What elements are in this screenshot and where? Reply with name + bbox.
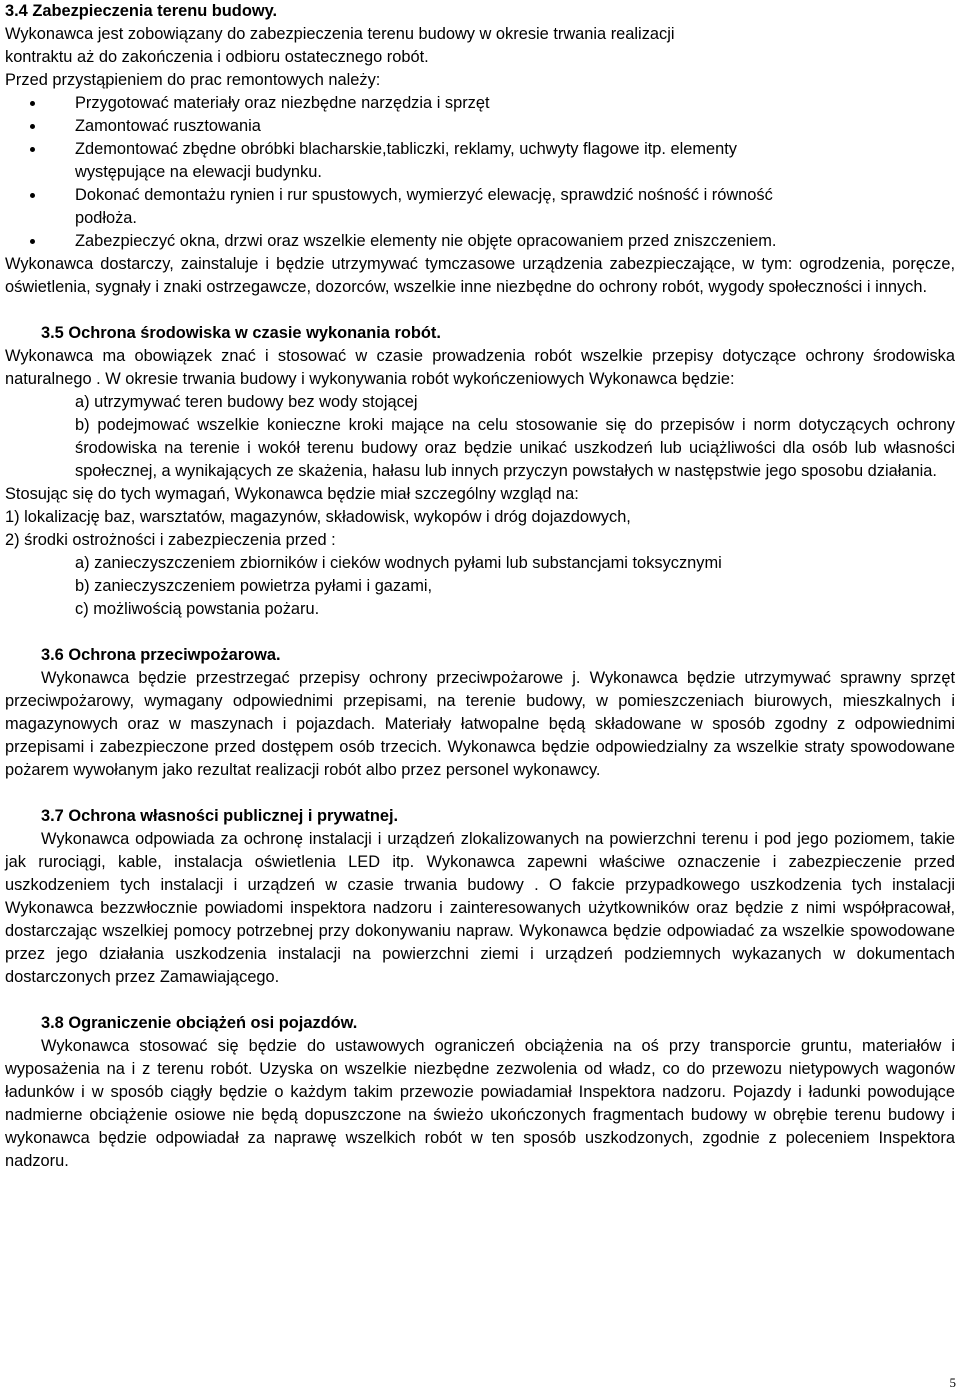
- bullet-icon: [30, 101, 35, 106]
- list-item: a) zanieczyszczeniem zbiorników i cieków wodnych pyłami lub substancjami toksycznymi: [75, 554, 722, 572]
- bullet-list: [5, 92, 955, 253]
- list-item: Zamontować rusztowania: [5, 115, 955, 138]
- bullet-icon: [30, 124, 35, 129]
- list-item: 2) środki ostrożności i zabezpieczenia przed :: [5, 531, 336, 549]
- list-item: Zdemontować zbędne obróbki blacharskie,tabliczki, reklamy, uchwyty flagowe itp. elementy występujące na elewacji budynku.: [5, 138, 955, 184]
- list-item: Przygotować materiały oraz niezbędne narzędzia i sprzęt: [5, 92, 955, 115]
- paragraph: Wykonawca ma obowiązek znać i stosować w czasie prowadzenia robót wszelkie przepisy dotyczące ochrony środowiska naturalnego . W okresie trwania budowy i wykonywania robót wykończeniowych Wykonawca będzie:: [5, 347, 955, 388]
- section-heading-3-8: 3.8 Ograniczenie obciążeń osi pojazdów.: [41, 1014, 358, 1032]
- page-number: 5: [949, 1375, 956, 1390]
- section-heading-3-4: 3.4 Zabezpieczenia terenu budowy.: [5, 2, 278, 20]
- list-item: Dokonać demontażu rynien i rur spustowych, wymierzyć elewację, sprawdzić nośność i równość podłoża.: [5, 184, 955, 230]
- section-heading-3-7: 3.7 Ochrona własności publicznej i prywatnej.: [41, 807, 399, 825]
- list-item: c) możliwością powstania pożaru.: [75, 600, 320, 618]
- list-item: b) zanieczyszczeniem powietrza pyłami i gazami,: [75, 577, 433, 595]
- bullet-icon: [30, 147, 35, 152]
- paragraph: Wykonawca będzie przestrzegać przepisy ochrony przeciwpożarowe j. Wykonawca będzie utrzymywać sprawny sprzęt przeciwpożarowy, wymagany odpowiednimi przepisami, na terenie budowy, w pomieszczeniach biurowych, mieszkalnych i magazynowych oraz w maszynach i pojazdach. Materiały łatwopalne będą składowane w sposób zgodny z odpowiednimi przepisami i zabezpieczone przed dostępem osób trzecich. Wykonawca będzie odpowiedzialny za wszelkie straty spowodowane pożarem wywołanym jako rezultat realizacji robót albo przez personel wykonawcy.: [5, 669, 955, 779]
- section-heading-3-5: 3.5 Ochrona środowiska w czasie wykonania robót.: [41, 324, 441, 342]
- section-heading-3-6: 3.6 Ochrona przeciwpożarowa.: [41, 646, 281, 664]
- bullet-icon: [30, 193, 35, 198]
- paragraph-line: kontraktu aż do zakończenia i odbioru ostatecznego robót.: [5, 48, 429, 66]
- paragraph: Wykonawca dostarczy, zainstaluje i będzie utrzymywać tymczasowe urządzenia zabezpieczające, w tym: ogrodzenia, poręcze, oświetlenia, sygnały i znaki ostrzegawcze, dozorców, wszelkie inne niezbędne do ochrony robót, wygody społeczności i innych.: [5, 255, 955, 296]
- document-page: [5, 0, 955, 1173]
- paragraph: Wykonawca stosować się będzie do ustawowych ograniczeń obciążenia na oś przy transporcie gruntu, materiałów i wyposażenia na i z terenu robót. Uzyska on wszelkie niezbędne zezwolenia od władz, co do przewozu nietypowych wagonów ładunków i w sposób ciągły będzie o każdym takim przewozie powiadamiał Inspektora nadzoru. Pojazdy i ładunki powodujące nadmierne obciążenie osiowe nie będą dopuszczone na świeżo ukończonych fragmentach budowy w obrębie terenu budowy i wykonawca będzie odpowiadał za naprawę wszelkich robót w ten sposób uszkodzonych, zgodnie z poleceniem Inspektora nadzoru.: [5, 1037, 955, 1170]
- bullet-icon: [30, 239, 35, 244]
- list-item: b) podejmować wszelkie konieczne kroki mające na celu stosowanie się do przepisów i norm dotyczących ochrony środowiska na terenie i wokół terenu budowy oraz będzie unikać uszkodzeń lub uciążliwości dla osób lub własności społecznej, a wynikających ze skażenia, hałasu lub innych przyczyn powstałych w następstwie jego sposobu działania.: [75, 416, 955, 480]
- paragraph-line: Przed przystąpieniem do prac remontowych należy:: [5, 71, 381, 89]
- paragraph: Wykonawca odpowiada za ochronę instalacji i urządzeń zlokalizowanych na powierzchni terenu i pod jego poziomem, takie jak rurociągi, kable, instalacja oświetlenia LED itp. Wykonawca zapewni właściwe oznaczenie i zabezpieczenie przed uszkodzeniem tych instalacji i urządzeń w czasie trwania budowy . O fakcie przypadkowego uszkodzenia tych instalacji Wykonawca bezzwłocznie powiadomi inspektora nadzoru i zainteresowanych użytkowników oraz będzie z nimi współpracował, dostarczając wszelkiej pomocy potrzebnej przy dokonywaniu napraw. Wykonawca będzie odpowiadać za wszelkie spowodowane przez jego działania uszkodzenia instalacji na powierzchni ziemi i urządzeń podziemnych wykazanych w dokumentach dostarczonych przez Zamawiającego.: [5, 830, 955, 986]
- list-item: a) utrzymywać teren budowy bez wody stojącej: [75, 393, 418, 411]
- list-item: Zabezpieczyć okna, drzwi oraz wszelkie elementy nie objęte opracowaniem przed zniszczeniem.: [5, 230, 955, 253]
- paragraph-line: Stosując się do tych wymagań, Wykonawca będzie miał szczególny wzgląd na:: [5, 485, 579, 503]
- list-item: 1) lokalizację baz, warsztatów, magazynów, składowisk, wykopów i dróg dojazdowych,: [5, 508, 631, 526]
- paragraph-line: Wykonawca jest zobowiązany do zabezpieczenia terenu budowy w okresie trwania realizacji: [5, 25, 675, 43]
